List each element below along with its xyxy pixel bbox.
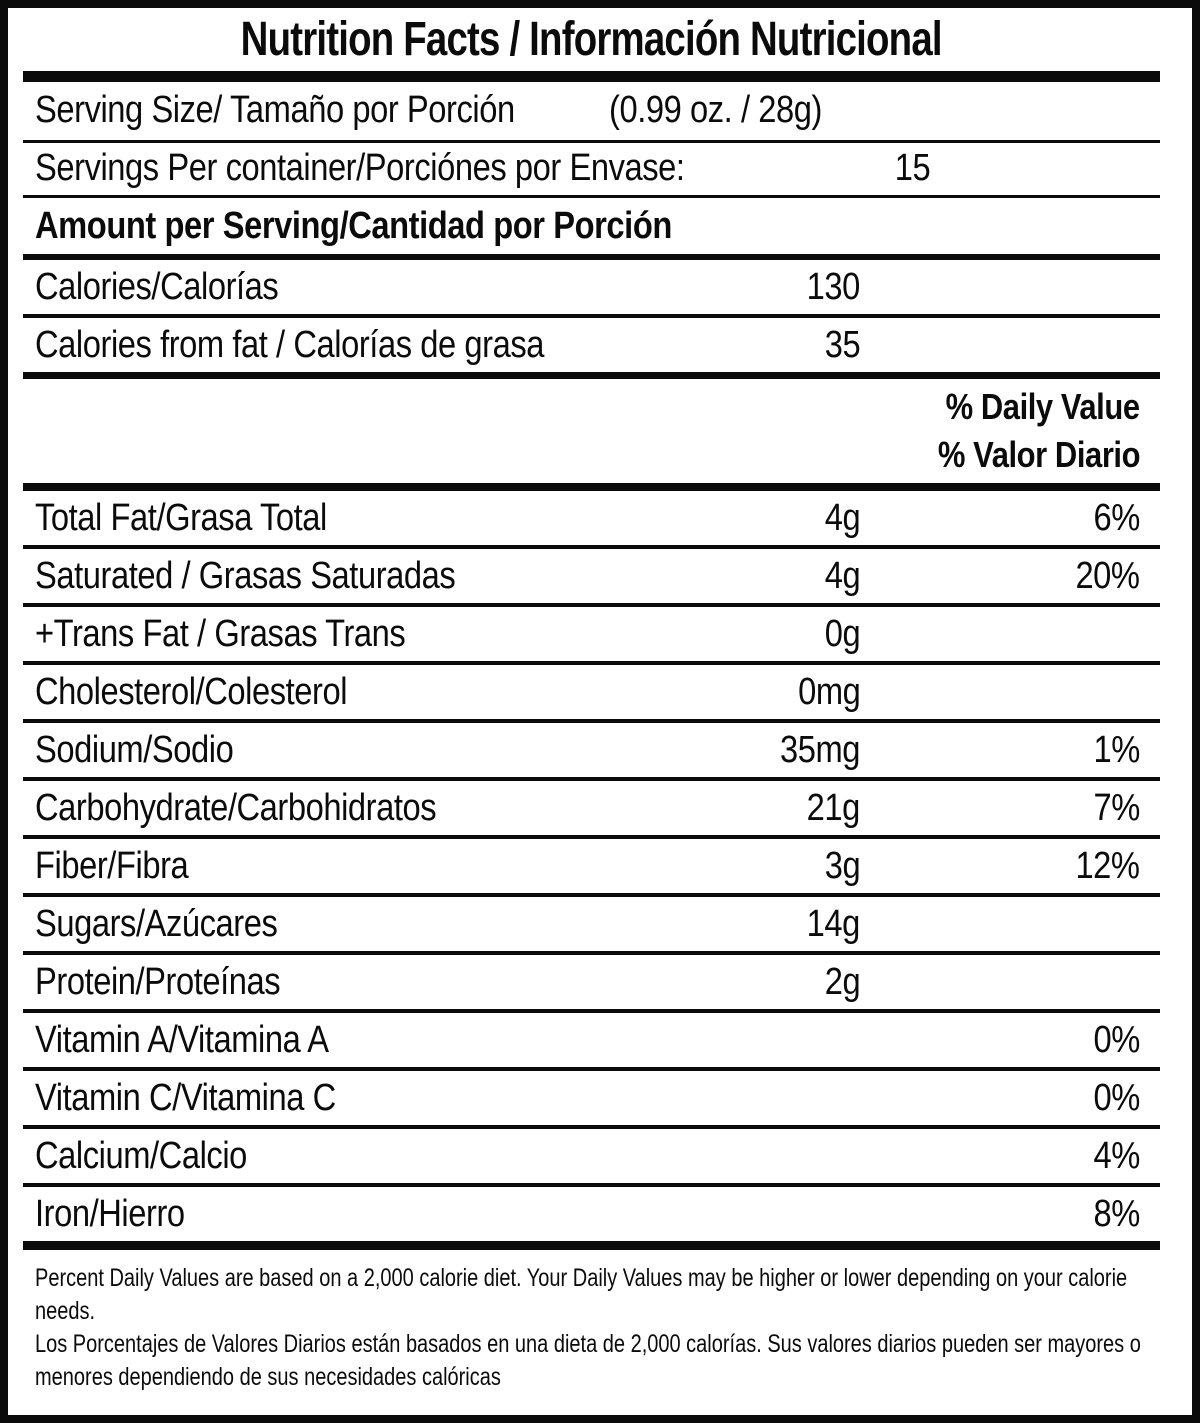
nutrient-amount: 2g	[824, 960, 860, 1003]
nutrient-label: Calcium/Calcio	[35, 1134, 247, 1177]
nutrient-daily-value: 6%	[1093, 496, 1140, 539]
servings-per-container-value: 15	[894, 147, 931, 190]
table-row	[23, 1013, 1160, 1067]
nutrient-amount: 4g	[824, 496, 860, 539]
table-row	[23, 607, 1160, 661]
nutrient-amount	[720, 1193, 860, 1236]
table-row	[23, 897, 1160, 951]
calories-from-fat-row	[23, 318, 1160, 372]
table-row	[23, 781, 1160, 835]
table-row	[23, 1129, 1160, 1183]
nutrient-label: Saturated / Grasas Saturadas	[35, 554, 456, 597]
daily-value-header-es: % Valor Diario	[937, 434, 1140, 476]
nutrient-label: Protein/Proteínas	[35, 960, 281, 1003]
nutrient-amount: 14g	[806, 902, 860, 945]
table-row	[23, 491, 1160, 545]
nutrient-daily-value: 7%	[1093, 786, 1140, 829]
nutrient-label: Vitamin C/Vitamina C	[35, 1076, 336, 1119]
section-bar	[23, 1241, 1160, 1250]
nutrient-rows	[23, 491, 1160, 1241]
amount-per-serving-text: Amount per Serving/Cantidad por Porción	[35, 204, 672, 247]
nutrient-amount: 0g	[824, 612, 860, 655]
nutrient-amount: 21g	[806, 786, 860, 829]
nutrient-label: Cholesterol/Colesterol	[35, 670, 348, 713]
nutrient-label: Vitamin A/Vitamina A	[35, 1018, 329, 1061]
serving-size-row	[23, 82, 1160, 140]
calories-from-fat-label: Calories from fat / Calorías de grasa	[35, 323, 544, 366]
serving-size-value: (0.99 oz. / 28g)	[608, 89, 822, 132]
nutrient-daily-value	[860, 903, 1140, 946]
nutrient-amount	[720, 1019, 860, 1062]
table-row	[23, 1187, 1160, 1241]
nutrient-daily-value	[860, 613, 1140, 656]
nutrient-amount	[720, 1077, 860, 1120]
section-bar	[23, 483, 1160, 491]
nutrient-daily-value: 12%	[1075, 844, 1140, 887]
servings-per-container-label: Servings Per container/Porciónes por Envase:	[35, 147, 685, 190]
page-title: Nutrition Facts / Información Nutricional	[240, 12, 943, 66]
nutrient-amount: 4g	[824, 554, 860, 597]
table-row	[23, 665, 1160, 719]
footnote-text	[35, 1262, 1160, 1394]
section-bar	[23, 71, 1160, 82]
calories-from-fat-value: 35	[824, 323, 860, 366]
nutrient-daily-value: 1%	[1093, 728, 1140, 771]
table-row	[23, 723, 1160, 777]
nutrient-daily-value	[860, 961, 1140, 1004]
footnote-en: Percent Daily Values are based on a 2,000 calorie diet. Your Daily Values may be higher or lower depending on your calorie needs.	[35, 1263, 1128, 1325]
section-bar	[23, 372, 1160, 379]
footnote-es: Los Porcentajes de Valores Diarios están basados en una dieta de 2,000 calorías. Sus valores diarios pueden ser mayores o menores dependiendo de sus necesidades calóricas	[35, 1329, 1141, 1391]
nutrient-amount: 0mg	[797, 670, 860, 713]
nutrient-label: Carbohydrate/Carbohidratos	[35, 786, 437, 829]
daily-value-header	[23, 379, 1160, 483]
calories-value: 130	[806, 265, 860, 308]
daily-value-header-en: % Daily Value	[945, 385, 1140, 427]
calories-label: Calories/Calorías	[35, 265, 279, 308]
nutrient-daily-value: 0%	[1093, 1018, 1140, 1061]
footnote	[23, 1250, 1160, 1415]
amount-per-serving-heading	[23, 198, 1160, 254]
label-header	[23, 8, 1160, 71]
nutrient-daily-value	[860, 671, 1140, 714]
nutrient-label: Total Fat/Grasa Total	[35, 496, 327, 539]
nutrient-label: Sodium/Sodio	[35, 728, 234, 771]
nutrient-daily-value: 4%	[1093, 1134, 1140, 1177]
nutrient-daily-value: 0%	[1093, 1076, 1140, 1119]
servings-per-container-row	[23, 143, 1160, 194]
table-row	[23, 839, 1160, 893]
nutrient-amount: 3g	[824, 844, 860, 887]
table-row	[23, 955, 1160, 1009]
nutrient-amount: 35mg	[779, 728, 860, 771]
nutrient-label: Sugars/Azúcares	[35, 902, 278, 945]
nutrient-daily-value: 8%	[1093, 1192, 1140, 1235]
serving-size-label: Serving Size/ Tamaño por Porción	[35, 89, 515, 132]
table-row	[23, 1071, 1160, 1125]
nutrient-label: Iron/Hierro	[35, 1192, 185, 1235]
nutrient-label: +Trans Fat / Grasas Trans	[35, 612, 406, 655]
table-row	[23, 549, 1160, 603]
nutrient-label: Fiber/Fibra	[35, 844, 189, 887]
calories-row	[23, 260, 1160, 314]
nutrient-amount	[720, 1135, 860, 1178]
nutrient-daily-value: 20%	[1075, 554, 1140, 597]
